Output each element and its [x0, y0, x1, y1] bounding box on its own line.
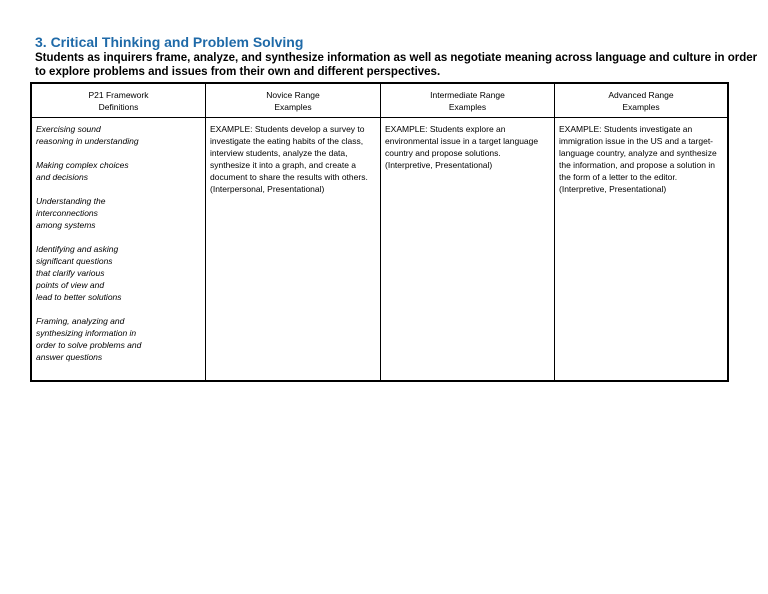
header-line: Advanced Range [608, 90, 674, 100]
section-intro: Students as inquirers frame, analyze, and synthesize information as well as negotiate meaning across language and culture in order to explore problems and issues from their own and different perspectives. [35, 52, 758, 78]
header-line: Novice Range [266, 90, 320, 100]
definition-item: Making complex choices and decisions [36, 160, 129, 182]
definition-item: Exercising sound reasoning in understanding [36, 124, 139, 146]
definition-item: Understanding the interconnections among systems [36, 196, 106, 230]
header-line: Intermediate Range [430, 90, 505, 100]
header-intermediate-examples [381, 84, 555, 118]
novice-example-cell [206, 118, 381, 380]
header-line: P21 Framework [88, 90, 149, 100]
advanced-example-cell [555, 118, 727, 380]
header-line: Definitions [98, 102, 139, 112]
header-novice-examples [206, 84, 381, 118]
novice-example-text: EXAMPLE: Students develop a survey to investigate the eating habits of the class, interview students, analyze the data, synthesize it into a graph, and create a document to share the results with others. (Interpersonal, Presentational) [210, 124, 368, 194]
standards-table [30, 82, 729, 382]
definition-item: Framing, analyzing and synthesizing information in order to solve problems and answer questions [36, 316, 142, 362]
definition-item: Identifying and asking significant questions that clarify various points of view and lead to better solutions [36, 244, 122, 302]
definitions-cell [32, 118, 206, 380]
header-line: Examples [448, 102, 487, 112]
header-line: Examples [622, 102, 660, 112]
section-title: 3. Critical Thinking and Problem Solving [35, 34, 304, 50]
header-line: Examples [274, 102, 312, 112]
header-advanced-examples [555, 84, 727, 118]
header-p21-definitions [32, 84, 206, 118]
intermediate-example-cell [381, 118, 555, 380]
advanced-example-text: EXAMPLE: Students investigate an immigration issue in the US and a target-language country, analyze and synthesize the information, and propose a solution in the form of a letter to the editor. (Interpretive, Presentational) [559, 124, 717, 194]
intermediate-example-text: EXAMPLE: Students explore an environmental issue in a target language country and propose solutions. (Interpretive, Presentational) [385, 124, 539, 170]
